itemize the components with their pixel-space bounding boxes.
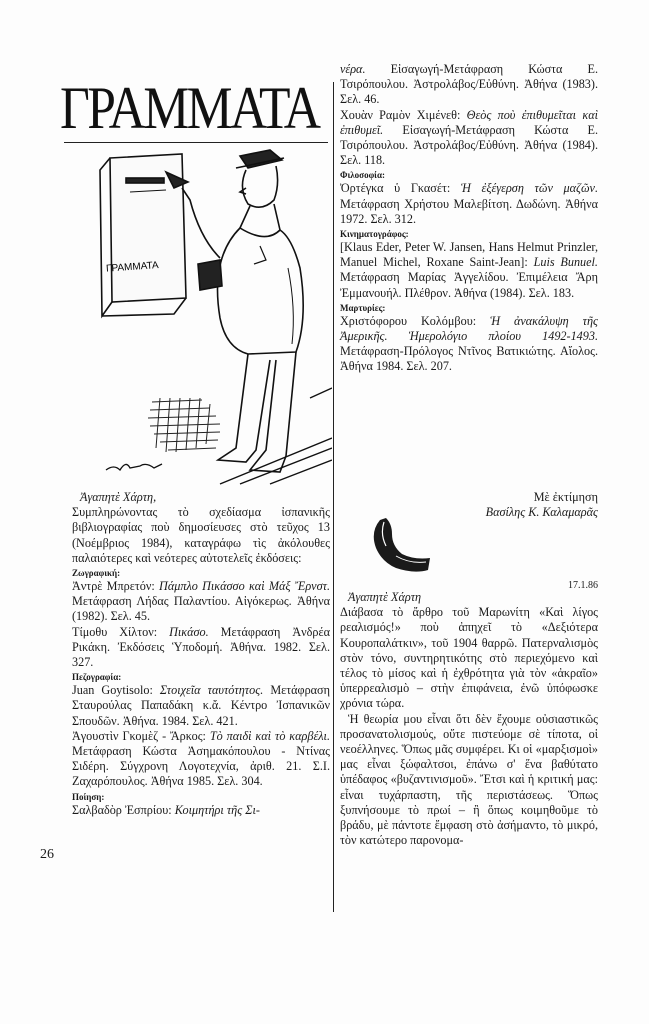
entry-title: Θεὸς ποὺ ἐπιθυμεῖται καὶ ἐπιθυμεῖ.: [340, 107, 598, 137]
entry-title: Τὸ παιδὶ καὶ τὸ καρβέλι.: [209, 728, 330, 743]
page-title: ΓΡΑΜΜΑΤΑ: [60, 75, 319, 141]
decorative-hand-icon: [366, 512, 436, 580]
signer-name: Βασίλης Κ. Καλαμαρᾶς: [485, 505, 598, 520]
entry-details: Εἰσαγωγή-Μετάφραση Κώστα Ε. Τσιρόπουλου. Ἀστρολάβος/Εὐθύνη. Ἀθήνα (1983). Σελ. 46.: [340, 62, 598, 107]
entry-details: Μετάφραση Χρήστου Μαλεβίτση. Δωδώνη. Ἀθήνα 1972. Σελ. 312.: [340, 196, 598, 226]
category-prose: Πεζογραφία:: [72, 672, 122, 683]
bib-entry: [340, 181, 598, 227]
category-cinema: Κινηματογράφος:: [340, 229, 409, 240]
mailbox-label: ΓΡΑΜΜΑΤΑ: [105, 260, 160, 275]
bib-entry: [340, 314, 598, 375]
bib-entry: [72, 625, 330, 671]
entry-details: Μετάφραση Μαρίας Ἀγγελίδου. Ἐπιμέλεια Ἄρη Ἐμμανουήλ. Πλέθρον. Ἀθήνα (1984). Σελ. 183.: [340, 270, 598, 300]
entry-title: Πάμπλο Πικάσσο καὶ Μάξ Ἔρνστ.: [159, 579, 330, 594]
entry-author: Juan Goytisolo:: [72, 683, 160, 698]
artist-signature: [106, 464, 162, 470]
entry-details: Μετάφραση Ἀνδρέα Ρικάκη. Ἐκδόσεις Ὑποδομή. Ἀθήνα. 1982. Σελ. 327.: [72, 624, 330, 670]
entry-title: Luis Bunuel.: [533, 255, 598, 270]
letter2-greeting: Ἀγαπητὲ Χάρτη: [348, 590, 422, 604]
shadow-hatching: [148, 398, 220, 452]
letter-date: 17.1.86: [568, 580, 598, 591]
cartoon-illustration: [70, 148, 332, 488]
entry-title: Στοιχεῖα ταυτότητος.: [159, 683, 264, 698]
title-rule: [64, 142, 328, 143]
bib-entry: [72, 803, 330, 818]
column-divider: [333, 82, 334, 912]
category-poetry: Ποίηση:: [72, 791, 105, 802]
bib-entry: [340, 108, 598, 169]
entry-details: Μετάφραση Λήδας Παλαντίου. Αἰγόκερως. Ἀθήνα (1982). Σελ. 45.: [72, 594, 330, 624]
bib-entry: [72, 729, 330, 790]
entry-details: Μετάφραση Σταυρούλας Παπαδάκη κ.ἄ. Κέντρο Ἰσπανικῶν Σπουδῶν. Ἀθήνα. 1984. Σελ. 421.: [72, 683, 331, 728]
category-philosophy: Φιλοσοφία:: [340, 170, 385, 181]
letter-greeting: Ἀγαπητὲ Χάρτη,: [80, 490, 157, 504]
entry-author: Ἀντρὲ Μπρετόν:: [72, 579, 160, 594]
entry-author: Σαλβαδὸρ Ἐσπρίου:: [72, 802, 175, 817]
bib-entry: [340, 240, 598, 301]
left-column: [72, 490, 330, 818]
entry-title: Πικάσο.: [169, 624, 209, 639]
closing-text: Μὲ ἐκτίμηση: [533, 490, 598, 504]
entry-details: Μετάφραση-Πρόλογος Ντῖνος Βατικιώτης. Αἴολος. Ἀθήνα 1984. Σελ. 207.: [340, 344, 598, 374]
entry-title: νέρα.: [340, 62, 366, 76]
letter-intro: Συμπληρώνοντας τὸ σχεδίασμα ἰσπανικῆς βιβλιογραφίας ποὺ δημοσίευσες στὸ τεῦχος 13 (Νοέμβριος 1984), καταγράφω τὶς ἀκόλουθες παλαιότερες καὶ νεότερες αὐτοτελεῖς ἐκδόσεις:: [72, 505, 330, 565]
entry-author: Τίμοθυ Χίλτον:: [72, 624, 170, 639]
page-number: 26: [40, 847, 54, 862]
entry-title: Ἡ ἐξέγερση τῶν μαζῶν.: [460, 181, 599, 196]
entry-title: Ἡ ἀνακάλυψη τῆς Ἀμερικῆς. Ἡμερολόγιο πλοίου 1492-1493.: [340, 313, 598, 344]
bib-entry: [340, 62, 598, 108]
entry-title: Κοιμητήρι τῆς Σι-: [174, 802, 260, 817]
bib-entry: [72, 579, 330, 625]
man-figure: [166, 150, 303, 472]
letter2-paragraph: Ἡ θεωρία μου εἶναι ὅτι δὲν ἔχουμε οὐσιαστικῶς προσανατολισμούς, οὔτε πιστεύομε σὲ τίποτα, οἱ νεοέλληνες. Ὅπως μᾶς συμφέρει. Κι οἱ «μαρξισμοὶ» μας εἶναι ξώφαλτσοι, ἐπάνω σ' ἕνα βαθύτατο ὑπέδαφος «βυζαντινισμοῦ». Ἔτσι καὶ ἡ κριτική μας: εἶναι τυχάρπαστη, τῆς περιστάσεως. Ὅπως ξυπνήσουμε τὸ πρωί – ἢ ὅπως κοιμηθοῦμε τὸ βράδυ, μὲ πάντοτε ἔμφαση στὸ ἀσήμαντο, τὸ μικρό, τὸν κατώτερο παρονομα-: [340, 711, 598, 848]
entry-author: [Klaus Eder, Peter W. Jansen, Hans Helmut Prinzler, Manuel Michel, Roxane Saint-Jean]:: [340, 240, 598, 270]
entry-author: Χουὰν Ραμὸν Χιμένεθ:: [340, 107, 467, 122]
letter2-paragraph: Διάβασα τὸ ἄρθρο τοῦ Μαρωνίτη «Καὶ λίγος ρεαλισμός!» ποὺ ἀπηχεῖ τὸ «Δεξιότερα Κουροπαλάτκιν», τοῦ 1904 θαρρῶ. Πατερναλισμὸς στὸν τόνο, συντηρητικότης στὸ περιεχόμενο καὶ τέλος τὸ μίσος καὶ ἡ ἐχθρότητα γιὰ τὸν «ἀκραῖο» ὑπερρεαλισμὸ – στὴν ἐπιφάνεια, ἐνῶ ὑπόφωσκε χρόνια τώρα.: [340, 605, 598, 711]
second-letter: [340, 590, 598, 848]
entry-author: Ὀρτέγκα ὑ Γκασέτ:: [340, 181, 461, 196]
entry-details: Μετάφραση Κώστα Ἀσημακόπουλου - Ντίνας Σιδέρη. Σύγχρονη Λογοτεχνία, ἀριθ. 21. Σ.Ι. Ζαχαρόπουλος. Ἀθήνα 1985. Σελ. 304.: [72, 744, 330, 789]
entry-details: Εἰσαγωγή-Μετάφραση Κώστα Ε. Τσιρόπουλου. Ἀστρολάβος/Εὐθύνη. Ἀθήνα (1984). Σελ. 118.: [340, 122, 598, 168]
entry-author: Χριστόφορου Κολόμβου:: [340, 313, 491, 328]
category-painting: Ζωγραφική:: [72, 568, 121, 579]
category-testimonies: Μαρτυρίες:: [340, 302, 386, 313]
bib-entry: [72, 683, 330, 729]
right-column: [340, 62, 598, 375]
entry-author: Ἀγουστὶν Γκομὲζ - Ἄρκος:: [72, 728, 210, 743]
